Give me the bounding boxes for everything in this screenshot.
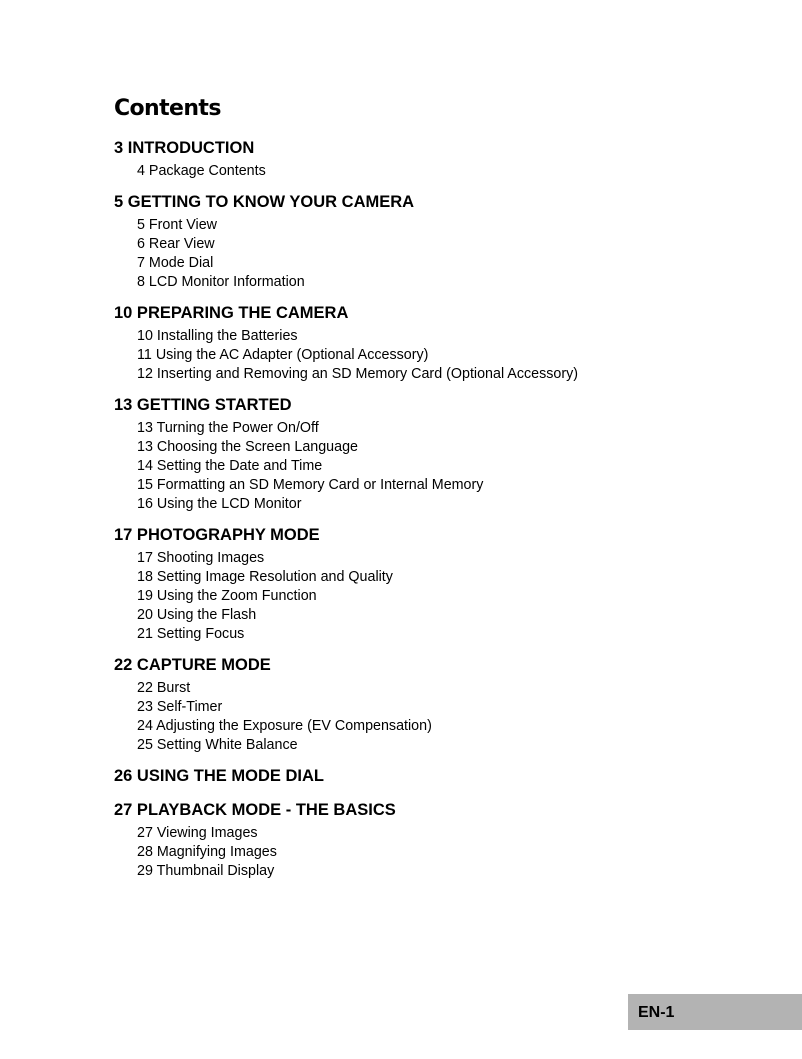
toc-section-heading[interactable]: 27 PLAYBACK MODE - THE BASICS bbox=[114, 801, 396, 819]
toc-entry[interactable]: 28 Magnifying Images bbox=[137, 844, 277, 860]
toc-entry[interactable]: 16 Using the LCD Monitor bbox=[137, 496, 302, 512]
toc-entry[interactable]: 11 Using the AC Adapter (Optional Accessory) bbox=[137, 347, 429, 363]
toc-entry[interactable]: 17 Shooting Images bbox=[137, 550, 265, 566]
toc-entry-list bbox=[114, 679, 774, 755]
toc-entry[interactable]: 27 Viewing Images bbox=[137, 825, 258, 841]
toc-section bbox=[114, 800, 774, 881]
page-title: Contents bbox=[114, 96, 221, 121]
toc-entry-list bbox=[114, 549, 774, 644]
toc-entry[interactable]: 22 Burst bbox=[137, 680, 191, 696]
table-of-contents bbox=[114, 138, 774, 881]
toc-section-heading[interactable]: 13 GETTING STARTED bbox=[114, 396, 292, 414]
toc-entry[interactable]: 23 Self-Timer bbox=[137, 699, 223, 715]
toc-section bbox=[114, 138, 774, 181]
toc-entry[interactable]: 21 Setting Focus bbox=[137, 626, 245, 642]
toc-entry-list bbox=[114, 419, 774, 514]
toc-entry-list bbox=[114, 162, 774, 181]
toc-entry[interactable]: 12 Inserting and Removing an SD Memory Card (Optional Accessory) bbox=[137, 366, 579, 382]
toc-section-heading[interactable]: 5 GETTING TO KNOW YOUR CAMERA bbox=[114, 193, 415, 211]
toc-section-heading[interactable]: 10 PREPARING THE CAMERA bbox=[114, 304, 349, 322]
toc-entry-list bbox=[114, 327, 774, 384]
toc-entry[interactable]: 19 Using the Zoom Function bbox=[137, 588, 317, 604]
page-number: EN-1 bbox=[638, 1004, 675, 1021]
toc-entry[interactable]: 18 Setting Image Resolution and Quality bbox=[137, 569, 393, 585]
page-number-tab bbox=[628, 994, 802, 1030]
toc-entry[interactable]: 4 Package Contents bbox=[137, 163, 266, 179]
toc-entry-list bbox=[114, 824, 774, 881]
toc-section bbox=[114, 192, 774, 292]
toc-entry[interactable]: 5 Front View bbox=[137, 217, 217, 233]
toc-entry[interactable]: 25 Setting White Balance bbox=[137, 737, 298, 753]
toc-section-heading[interactable]: 26 USING THE MODE DIAL bbox=[114, 767, 324, 785]
toc-section bbox=[114, 766, 774, 786]
toc-entry[interactable]: 20 Using the Flash bbox=[137, 607, 257, 623]
toc-section bbox=[114, 525, 774, 644]
toc-entry[interactable]: 29 Thumbnail Display bbox=[137, 863, 275, 879]
toc-entry[interactable]: 13 Turning the Power On/Off bbox=[137, 420, 319, 436]
toc-entry-list bbox=[114, 216, 774, 292]
toc-section-heading[interactable]: 3 INTRODUCTION bbox=[114, 139, 255, 157]
toc-entry[interactable]: 13 Choosing the Screen Language bbox=[137, 439, 358, 455]
toc-section bbox=[114, 395, 774, 514]
toc-entry[interactable]: 14 Setting the Date and Time bbox=[137, 458, 323, 474]
toc-entry[interactable]: 6 Rear View bbox=[137, 236, 215, 252]
toc-section bbox=[114, 303, 774, 384]
toc-entry[interactable]: 15 Formatting an SD Memory Card or Internal Memory bbox=[137, 477, 484, 493]
toc-entry[interactable]: 8 LCD Monitor Information bbox=[137, 274, 305, 290]
toc-entry[interactable]: 10 Installing the Batteries bbox=[137, 328, 298, 344]
toc-section-heading[interactable]: 17 PHOTOGRAPHY MODE bbox=[114, 526, 320, 544]
toc-entry[interactable]: 7 Mode Dial bbox=[137, 255, 214, 271]
toc-section bbox=[114, 655, 774, 755]
toc-section-heading[interactable]: 22 CAPTURE MODE bbox=[114, 656, 271, 674]
toc-entry[interactable]: 24 Adjusting the Exposure (EV Compensation) bbox=[137, 718, 432, 734]
